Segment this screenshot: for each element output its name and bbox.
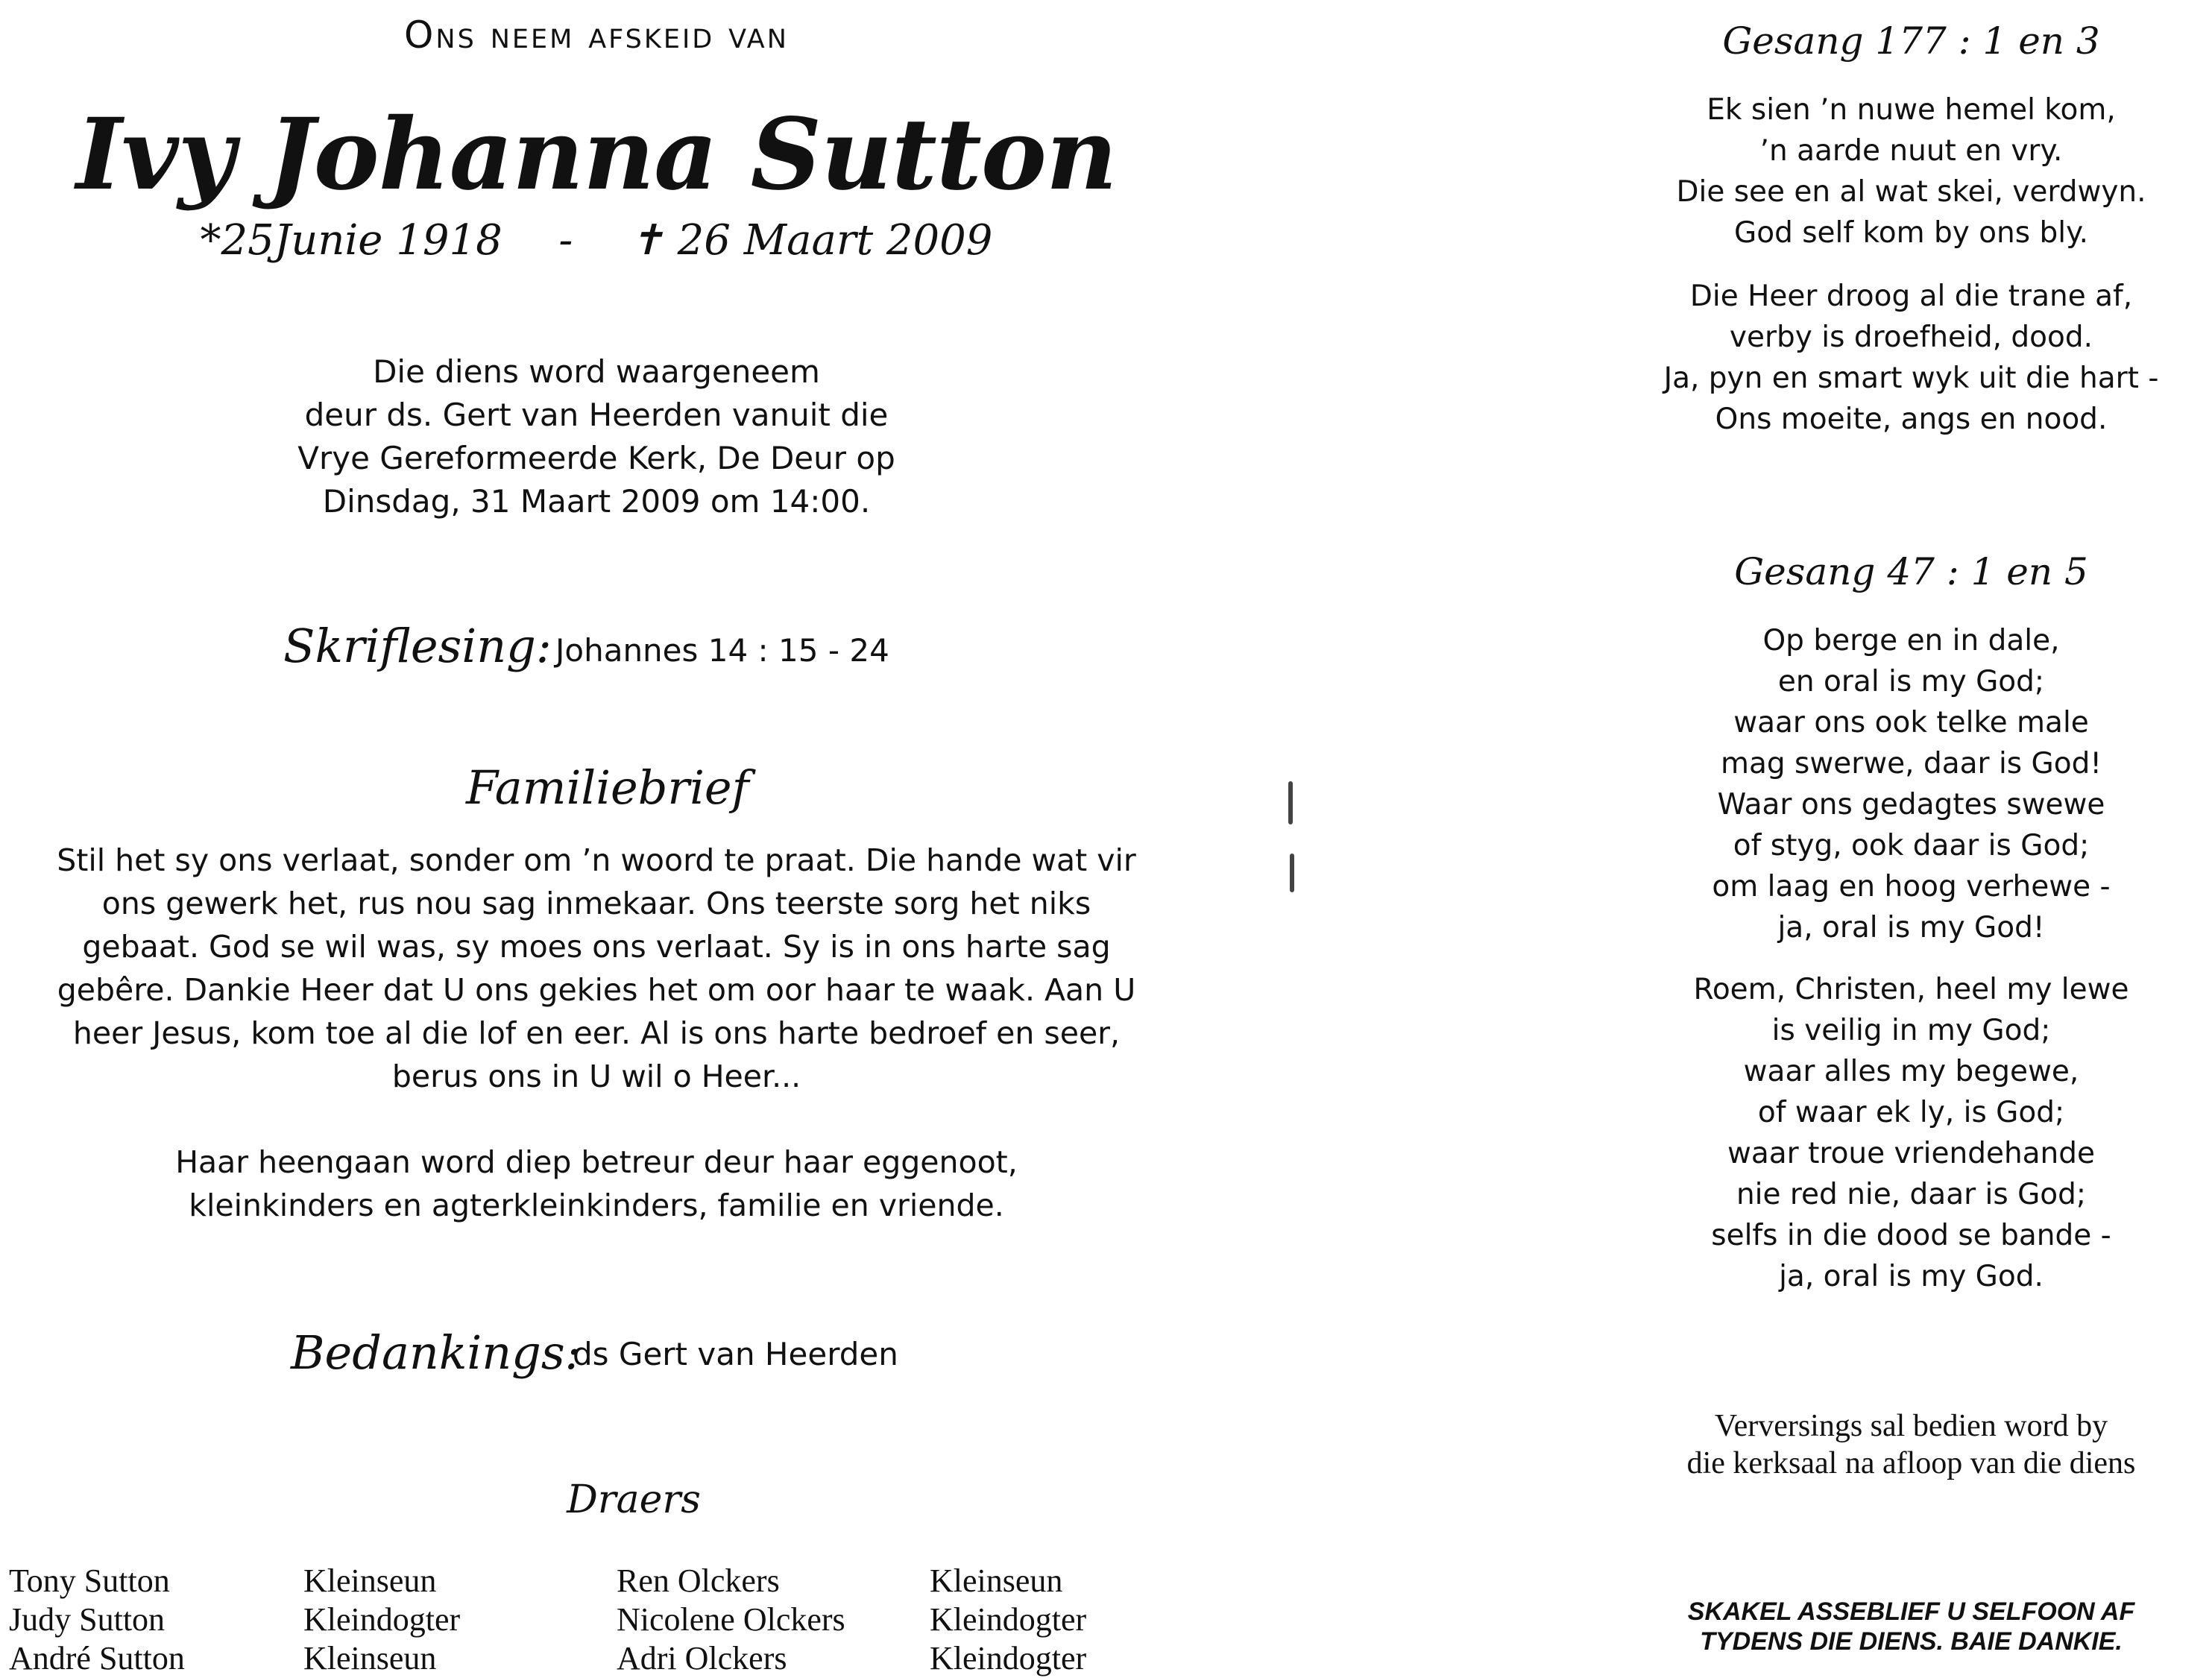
- bearer-relation: Kleindogter: [930, 1601, 1087, 1638]
- bearer-relation: Kleinseun: [303, 1562, 437, 1599]
- thanks-value: ds Gert van Heerden: [573, 1336, 898, 1372]
- verse-line: of waar ek ly, is God;: [1757, 1096, 2065, 1129]
- service-line: Vrye Gereformeerde Kerk, De Deur op: [297, 440, 895, 476]
- bearer-name: André Sutton: [9, 1640, 185, 1677]
- refreshments-note: [1610, 1407, 2212, 1482]
- bearer-name: Adri Olckers: [617, 1640, 787, 1677]
- bearer-name: Ren Olckers: [617, 1562, 780, 1599]
- verse-line: is veilig in my God;: [1771, 1014, 2051, 1047]
- verse-line: Die see en al wat skei, verdwyn.: [1676, 175, 2146, 209]
- hymn-1-verse-1: [1610, 89, 2212, 253]
- life-dates: [0, 216, 1193, 265]
- verse-line: en oral is my God;: [1777, 665, 2045, 698]
- family-letter-title: Familiebrief: [466, 760, 749, 815]
- phone-off-notice: [1610, 1597, 2212, 1656]
- fold-mark: [1290, 854, 1294, 892]
- verse-line: God self kom by ons bly.: [1734, 216, 2088, 250]
- bearer-relation: Kleinseun: [303, 1640, 437, 1677]
- verse-line: ’n aarde nuut en vry.: [1759, 134, 2063, 168]
- verse-line: verby is droefheid, dood.: [1729, 321, 2093, 354]
- verse-line: Ja, pyn en smart wyk uit die hart -: [1663, 362, 2159, 395]
- verse-line: waar ons ook telke male: [1733, 706, 2089, 739]
- verse-line: Ek sien ’n nuwe hemel kom,: [1707, 93, 2116, 127]
- verse-line: waar alles my begewe,: [1743, 1055, 2079, 1088]
- birth-date: 25Junie 1918: [221, 216, 502, 265]
- notice-line: TYDENS DIE DIENS. BAIE DANKIE.: [1700, 1627, 2123, 1656]
- verse-line: selfs in die dood se bande -: [1711, 1219, 2111, 1252]
- farewell-heading: Ons neem afskeid van: [404, 13, 789, 57]
- mourn-line: kleinkinders en agterkleinkinders, familie en vriende.: [189, 1187, 1004, 1223]
- letter-line: gebaat. God se wil was, sy moes ons verlaat. Sy is in ons harte sag: [82, 929, 1111, 965]
- hymn-2-title: Gesang 47 : 1 en 5: [1734, 550, 2088, 593]
- bearer-relation: Kleindogter: [303, 1601, 461, 1638]
- bearer-name: Tony Sutton: [9, 1562, 170, 1599]
- notice-line: SKAKEL ASSEBLIEF U SELFOON AF: [1687, 1597, 2135, 1626]
- refreshments-line: Verversings sal bedien word by: [1714, 1409, 2108, 1443]
- mourn-line: Haar heengaan word diep betreur deur haar eggenoot,: [175, 1144, 1018, 1180]
- bearer-relation: Kleinseun: [930, 1562, 1063, 1599]
- verse-line: Die Heer droog al die trane af,: [1689, 280, 2133, 313]
- family-letter: [0, 839, 1193, 1098]
- bearer-name: Nicolene Olckers: [617, 1601, 845, 1638]
- thanks-label: Bedankings:: [291, 1325, 581, 1380]
- bearers-title: Draers: [567, 1477, 701, 1522]
- right-panel: [1610, 0, 2212, 1674]
- service-details: [0, 350, 1193, 523]
- verse-line: of styg, ook daar is God;: [1733, 829, 2090, 862]
- bearer-name: Judy Sutton: [9, 1601, 166, 1638]
- verse-line: ja, oral is my God.: [1779, 1260, 2044, 1293]
- birth-star-icon: *: [200, 216, 221, 265]
- refreshments-line: die kerksaal na afloop van die diens: [1686, 1446, 2136, 1480]
- verse-line: Op berge en in dale,: [1762, 624, 2060, 657]
- dates-separator: -: [558, 216, 573, 265]
- verse-line: waar troue vriendehande: [1727, 1137, 2096, 1170]
- service-line: deur ds. Gert van Heerden vanuit die: [304, 397, 889, 433]
- letter-line: berus ons in U wil o Heer...: [391, 1059, 801, 1094]
- reading-label: Skriflesing:: [283, 619, 552, 673]
- verse-line: ja, oral is my God!: [1777, 911, 2045, 944]
- mourners-note: [0, 1141, 1193, 1227]
- service-line: Die diens word waargeneem: [373, 353, 820, 390]
- letter-line: ons gewerk het, rus nou sag inmekaar. Ons teerste sorg het niks: [101, 886, 1091, 921]
- verse-line: Roem, Christen, heel my lewe: [1693, 973, 2129, 1006]
- service-line: Dinsdag, 31 Maart 2009 om 14:00.: [322, 483, 871, 520]
- verse-line: om laag en hoog verhewe -: [1712, 870, 2111, 903]
- death-cross-icon: ✝: [628, 216, 664, 265]
- letter-line: heer Jesus, kom toe al die lof en eer. Al is ons harte bedroef en seer,: [72, 1015, 1121, 1051]
- verse-line: nie red nie, daar is God;: [1736, 1178, 2087, 1211]
- hymn-1-verse-2: [1610, 276, 2212, 440]
- fold-mark: [1288, 781, 1293, 824]
- deceased-name: Ivy Johanna Sutton: [76, 97, 1117, 212]
- verse-line: Ons moeite, angs en nood.: [1715, 403, 2108, 436]
- verse-line: mag swerwe, daar is God!: [1721, 747, 2102, 780]
- death-date: 26 Maart 2009: [677, 216, 993, 265]
- hymn-2-verse-2: [1610, 969, 2212, 1297]
- letter-line: gebêre. Dankie Heer dat U ons gekies het om oor haar te waak. Aan U: [57, 972, 1136, 1008]
- hymn-1-title: Gesang 177 : 1 en 3: [1722, 19, 2100, 63]
- letter-line: Stil het sy ons verlaat, sonder om ’n woord te praat. Die hande wat vir: [57, 842, 1136, 878]
- reading-value: Johannes 14 : 15 - 24: [555, 632, 889, 669]
- bearer-relation: Kleindogter: [930, 1640, 1087, 1677]
- hymn-2-verse-1: [1610, 620, 2212, 948]
- verse-line: Waar ons gedagtes swewe: [1717, 788, 2105, 821]
